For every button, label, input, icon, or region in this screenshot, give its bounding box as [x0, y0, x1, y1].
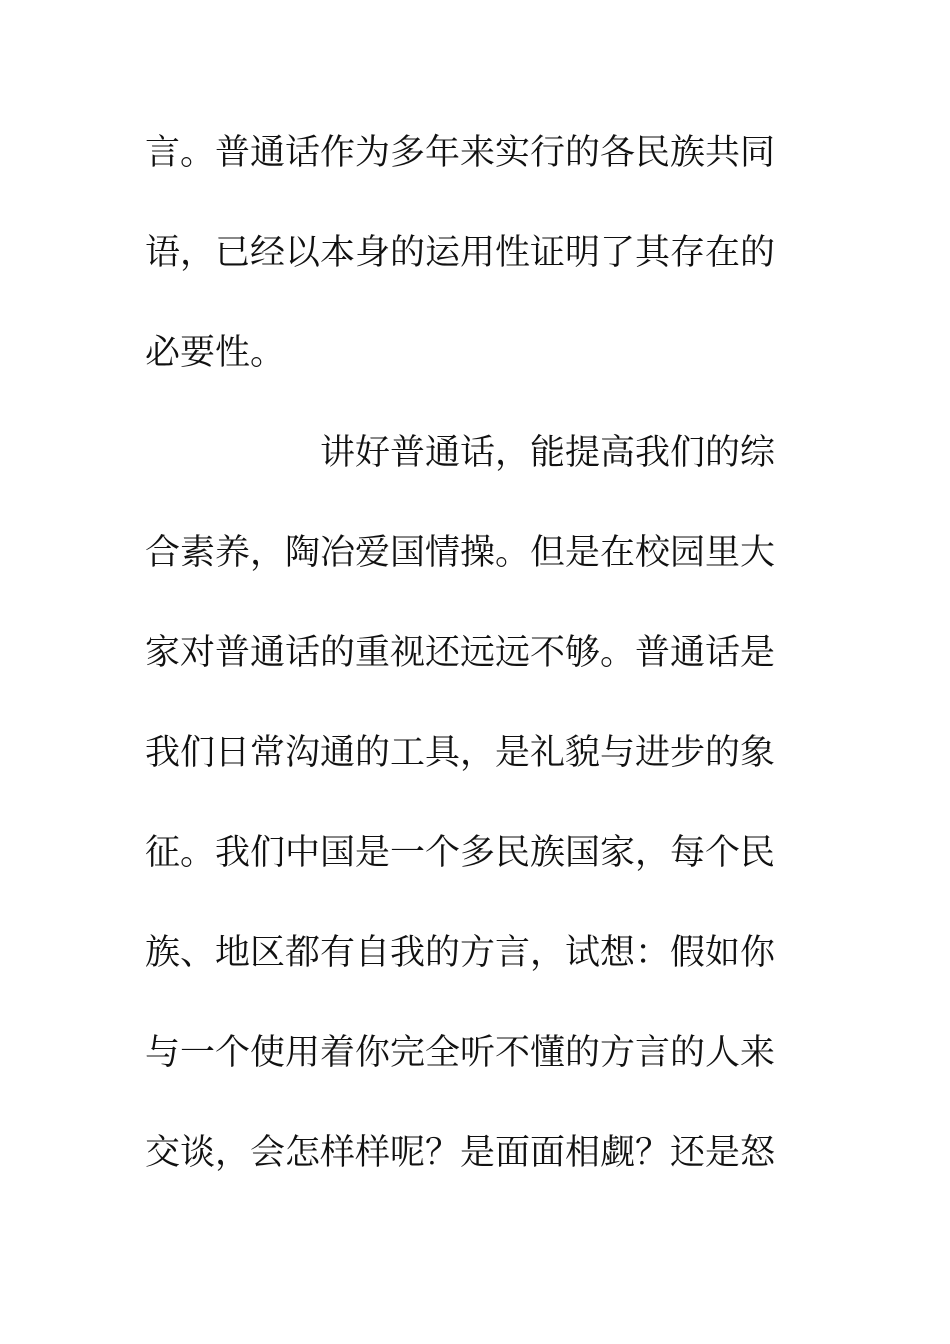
paragraph-start-line: 讲好普通话，能提高我们的综 [320, 433, 776, 473]
text-line-1: 言。普通话作为多年来实行的各民族共同 [145, 133, 776, 173]
text-line-10: 与一个使用着你完全听不懂的方言的人来 [145, 1033, 776, 1073]
text-line-8: 征。我们中国是一个多民族国家，每个民 [145, 833, 776, 873]
text-line-2: 语，已经以本身的运用性证明了其存在的 [145, 233, 776, 273]
text-line-5: 合素养，陶冶爱国情操。但是在校园里大 [145, 533, 776, 573]
text-line-9: 族、地区都有自我的方言，试想：假如你 [145, 933, 776, 973]
text-line-7: 我们日常沟通的工具，是礼貌与进步的象 [145, 733, 776, 773]
text-line-6: 家对普通话的重视还远远不够。普通话是 [145, 633, 776, 673]
body-text [145, 123, 785, 1223]
text-line-3: 必要性。 [145, 333, 286, 373]
text-line-11: 交谈，会怎样样呢？是面面相觑？还是怒 [145, 1133, 776, 1173]
